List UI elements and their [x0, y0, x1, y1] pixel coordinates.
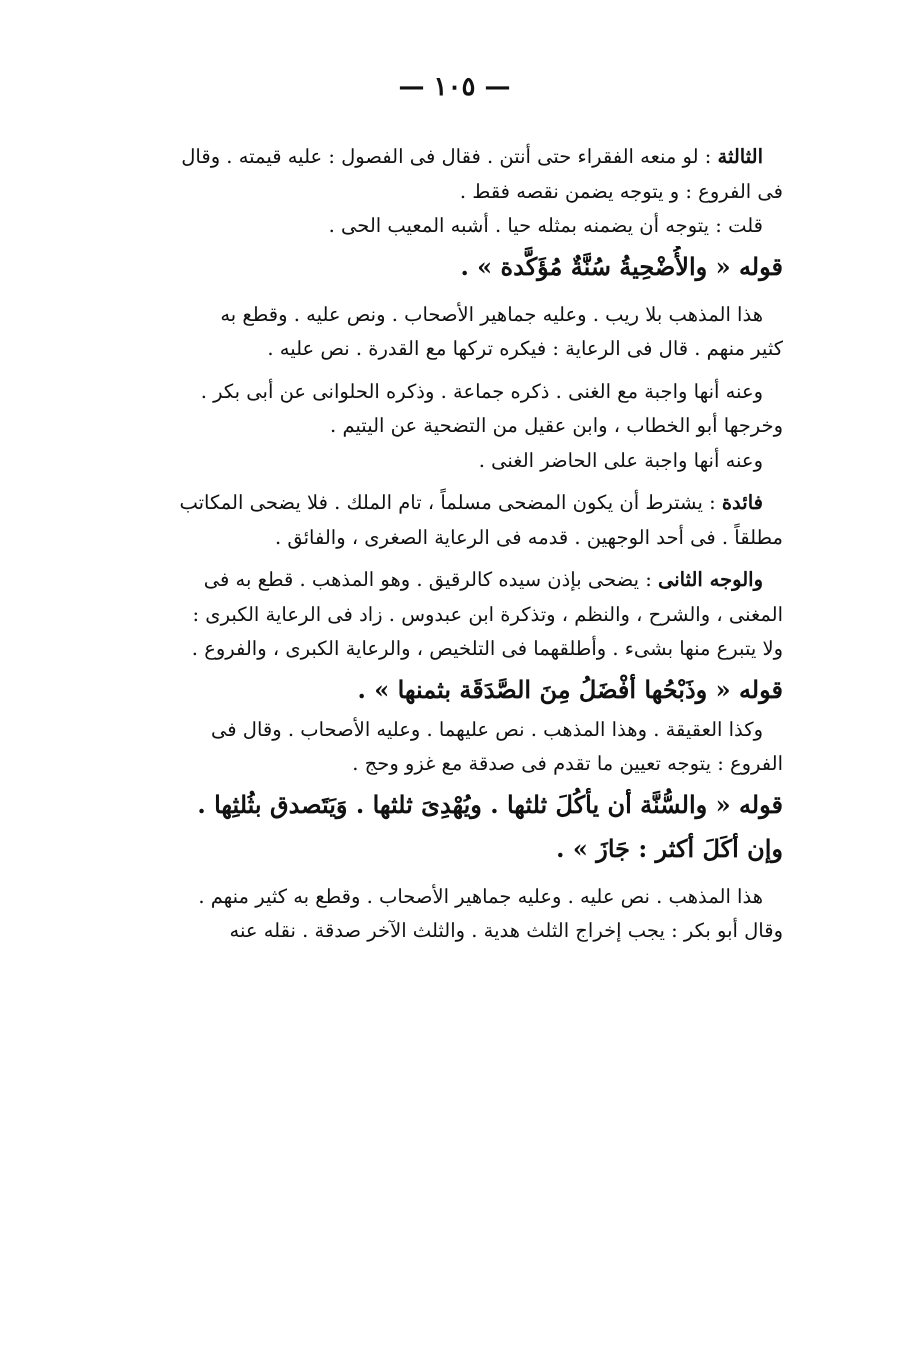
line-text: : لو منعه الفقراء حتى أنتن . فقال فى الفصول : عليه قيمته . وقال	[181, 145, 712, 168]
text-line	[143, 598, 783, 633]
line-text: فى الفروع : و يتوجه يضمن نقصه فقط .	[459, 179, 783, 203]
line-text: وعنه أنها واجبة على الحاضر الغنى .	[478, 448, 763, 472]
line-text: وقال أبو بكر : يجب إخراج الثلث هدية . والثلث الآخر صدقة . نقله عنه	[229, 919, 783, 942]
line-text: : يشترط أن يكون المضحى مسلماً ، تام الملك . فلا يضحى المكاتب	[179, 491, 716, 514]
line-text: المغنى ، والشرح ، والنظم ، وتذكرة ابن عبدوس . زاد فى الرعاية الكبرى :	[192, 602, 783, 626]
text-line	[143, 175, 783, 210]
line-text: الفروع : يتوجه تعيين ما تقدم فى صدقة مع غزو وحج .	[352, 752, 783, 775]
text-line	[143, 486, 783, 521]
text-line	[143, 914, 783, 949]
lead-keyword: والوجه الثانى	[657, 568, 763, 591]
text-line	[143, 444, 783, 479]
line-text: هذا المذهب . نص عليه . وعليه جماهير الأصحاب . وقطع به كثير منهم .	[198, 884, 763, 908]
line-text: وعنه أنها واجبة مع الغنى . ذكره جماعة . وذكره الحلوانى عن أبى بكر .	[200, 379, 763, 403]
text-line	[143, 747, 783, 782]
text-line	[143, 140, 783, 175]
quoted-heading: قوله « وذَبْحُها أفْضَلُ مِنَ الصَّدَقَة بثمنها » .	[357, 674, 783, 704]
paragraph-gap	[143, 555, 783, 563]
text-line	[143, 713, 783, 748]
line-text: هذا المذهب بلا ريب . وعليه جماهير الأصحاب . ونص عليه . وقطع به	[220, 302, 763, 326]
paragraph-gap	[143, 872, 783, 880]
text-line	[143, 563, 783, 598]
text-line	[143, 209, 783, 244]
paragraph-gap	[143, 290, 783, 298]
lead-keyword: فائدة	[721, 491, 763, 514]
text-line	[143, 409, 783, 444]
quoted-heading: وإن أكَلَ أكثر : جَازَ » .	[556, 833, 783, 863]
text-line	[143, 298, 783, 333]
paragraph-gap	[143, 478, 783, 486]
line-text: مطلقاً . فى أحد الوجهين . قدمه فى الرعاية الصغرى ، والفائق .	[274, 525, 783, 549]
line-text: وخرجها أبو الخطاب ، وابن عقيل من التضحية عن اليتيم .	[330, 414, 783, 437]
page-body	[143, 140, 783, 949]
line-text: : يضحى بإذن سيده كالرقيق . وهو المذهب . قطع به فى	[203, 568, 652, 591]
paragraph-gap	[143, 367, 783, 375]
text-line	[143, 880, 783, 915]
text-line	[143, 521, 783, 556]
line-text: كثير منهم . قال فى الرعاية : فيكره تركها مع القدرة . نص عليه .	[267, 337, 783, 360]
quoted-heading: قوله « والسُّنَّة أن يأكُلَ ثلثها . ويُهْدِىَ ثلثها . وَيَتَصدق بثُلثِها .	[197, 789, 783, 819]
text-line	[143, 632, 783, 667]
line-text: قلت : يتوجه أن يضمنه بمثله حيا . أشبه المعيب الحى .	[328, 214, 763, 237]
line-text: وكذا العقيقة . وهذا المذهب . نص عليهما . وعليه الأصحاب . وقال فى	[211, 717, 763, 741]
quoted-heading: قوله « والأُضْحِيةُ سُنَّةٌ مُؤَكَّدة » .	[460, 251, 783, 281]
lead-keyword: الثالثة	[717, 145, 763, 168]
text-line	[143, 375, 783, 410]
text-line	[143, 332, 783, 367]
page-number: — ١٠٥ —	[398, 72, 511, 102]
line-text: ولا يتبرع منها بشىء . وأطلقهما فى التلخيص ، والرعاية الكبرى ، والفروع .	[191, 637, 783, 660]
